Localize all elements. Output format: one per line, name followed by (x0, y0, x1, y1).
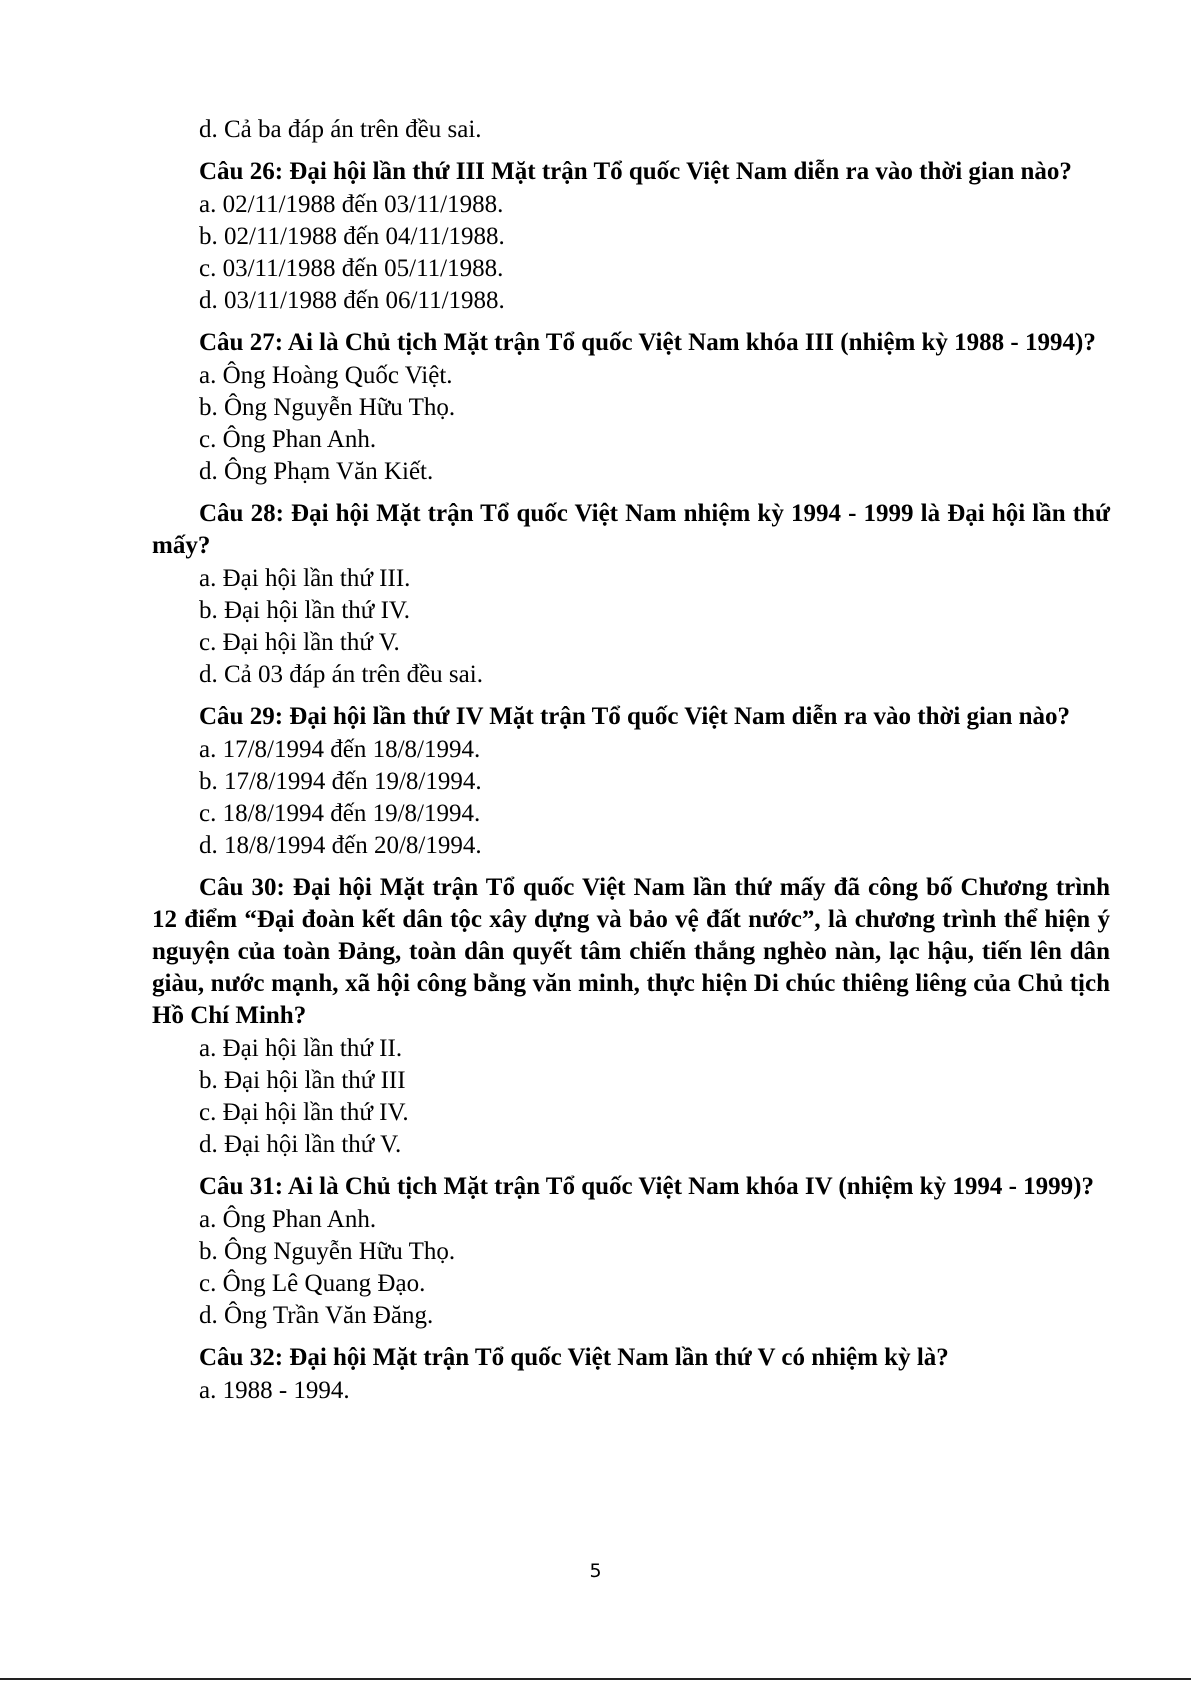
answer-options (152, 563, 1110, 691)
question-title: Câu 27: Ai là Chủ tịch Mặt trận Tổ quốc Việt Nam khóa III (nhiệm kỳ 1988 - 1994)? (199, 329, 1096, 356)
answer-options (152, 1033, 1110, 1161)
answer-option-a: a. 17/8/1994 đến 18/8/1994. (199, 736, 481, 763)
question-title: Câu 31: Ai là Chủ tịch Mặt trận Tổ quốc Việt Nam khóa IV (nhiệm kỳ 1994 - 1999)? (199, 1173, 1094, 1200)
question-title: Câu 28: Đại hội Mặt trận Tổ quốc Việt Nam nhiệm kỳ 1994 - 1999 là Đại hội lần thứ mấy? (152, 500, 1110, 559)
answer-option-d: d. Ông Phạm Văn Kiết. (199, 458, 434, 485)
answer-option-a: a. Đại hội lần thứ III. (199, 565, 411, 592)
question-title: Câu 29: Đại hội lần thứ IV Mặt trận Tổ quốc Việt Nam diễn ra vào thời gian nào? (199, 703, 1071, 730)
answer-option-c: c. 18/8/1994 đến 19/8/1994. (199, 800, 481, 827)
question-28 (152, 498, 1110, 691)
answer-options (152, 734, 1110, 862)
answer-option-b: b. Ông Nguyễn Hữu Thọ. (199, 1238, 456, 1265)
answer-option-c: c. Đại hội lần thứ IV. (199, 1099, 409, 1126)
document-body (152, 114, 1110, 1407)
answer-option-b: b. 17/8/1994 đến 19/8/1994. (199, 768, 482, 795)
answer-option-c: c. Ông Phan Anh. (199, 426, 377, 453)
answer-options (152, 360, 1110, 488)
answer-option-d: d. 18/8/1994 đến 20/8/1994. (199, 832, 482, 859)
answer-options (152, 189, 1110, 317)
question-26 (152, 156, 1110, 317)
question-title: Câu 26: Đại hội lần thứ III Mặt trận Tổ quốc Việt Nam diễn ra vào thời gian nào? (199, 158, 1072, 185)
answer-option-b: b. Đại hội lần thứ IV. (199, 597, 410, 624)
question-32 (152, 1342, 1110, 1407)
answer-options (152, 1204, 1110, 1332)
answer-option-c: c. Đại hội lần thứ V. (199, 629, 400, 656)
answer-option-d: d. Cả 03 đáp án trên đều sai. (199, 661, 483, 688)
answer-option-b: b. Ông Nguyễn Hữu Thọ. (199, 394, 456, 421)
question-title: Câu 30: Đại hội Mặt trận Tổ quốc Việt Nam lần thứ mấy đã công bố Chương trình 12 điểm “Đại đoàn kết dân tộc xây dựng và bảo vệ đất nước”, là chương trình thể hiện ý nguyện của toàn Đảng, toàn dân quyết tâm chiến thắng nghèo nàn, lạc hậu, tiến lên dân giàu, nước mạnh, xã hội công bằng văn minh, thực hiện Di chúc thiêng liêng của Chủ tịch Hồ Chí Minh? (152, 874, 1110, 1029)
answer-option-a: a. Ông Hoàng Quốc Việt. (199, 362, 453, 389)
question-31 (152, 1171, 1110, 1332)
question-title: Câu 32: Đại hội Mặt trận Tổ quốc Việt Nam lần thứ V có nhiệm kỳ là? (199, 1344, 949, 1371)
option-continued: d. Cả ba đáp án trên đều sai. (199, 116, 482, 143)
question-27 (152, 327, 1110, 488)
answer-option-c: c. 03/11/1988 đến 05/11/1988. (199, 255, 504, 282)
answer-option-b: b. Đại hội lần thứ III (199, 1067, 406, 1094)
page-bottom-rule (0, 1678, 1191, 1680)
answer-option-d: d. 03/11/1988 đến 06/11/1988. (199, 287, 505, 314)
answer-option-d: d. Đại hội lần thứ V. (199, 1131, 402, 1158)
answer-option-c: c. Ông Lê Quang Đạo. (199, 1270, 426, 1297)
answer-option-a: a. 1988 - 1994. (199, 1377, 350, 1404)
answer-options (152, 1375, 1110, 1407)
question-29 (152, 701, 1110, 862)
answer-option-b: b. 02/11/1988 đến 04/11/1988. (199, 223, 505, 250)
answer-option-a: a. Đại hội lần thứ II. (199, 1035, 403, 1062)
answer-option-a: a. 02/11/1988 đến 03/11/1988. (199, 191, 504, 218)
question-30 (152, 872, 1110, 1161)
answer-option-d: d. Ông Trần Văn Đăng. (199, 1302, 434, 1329)
answer-option-a: a. Ông Phan Anh. (199, 1206, 377, 1233)
page-number: 5 (589, 1560, 602, 1582)
